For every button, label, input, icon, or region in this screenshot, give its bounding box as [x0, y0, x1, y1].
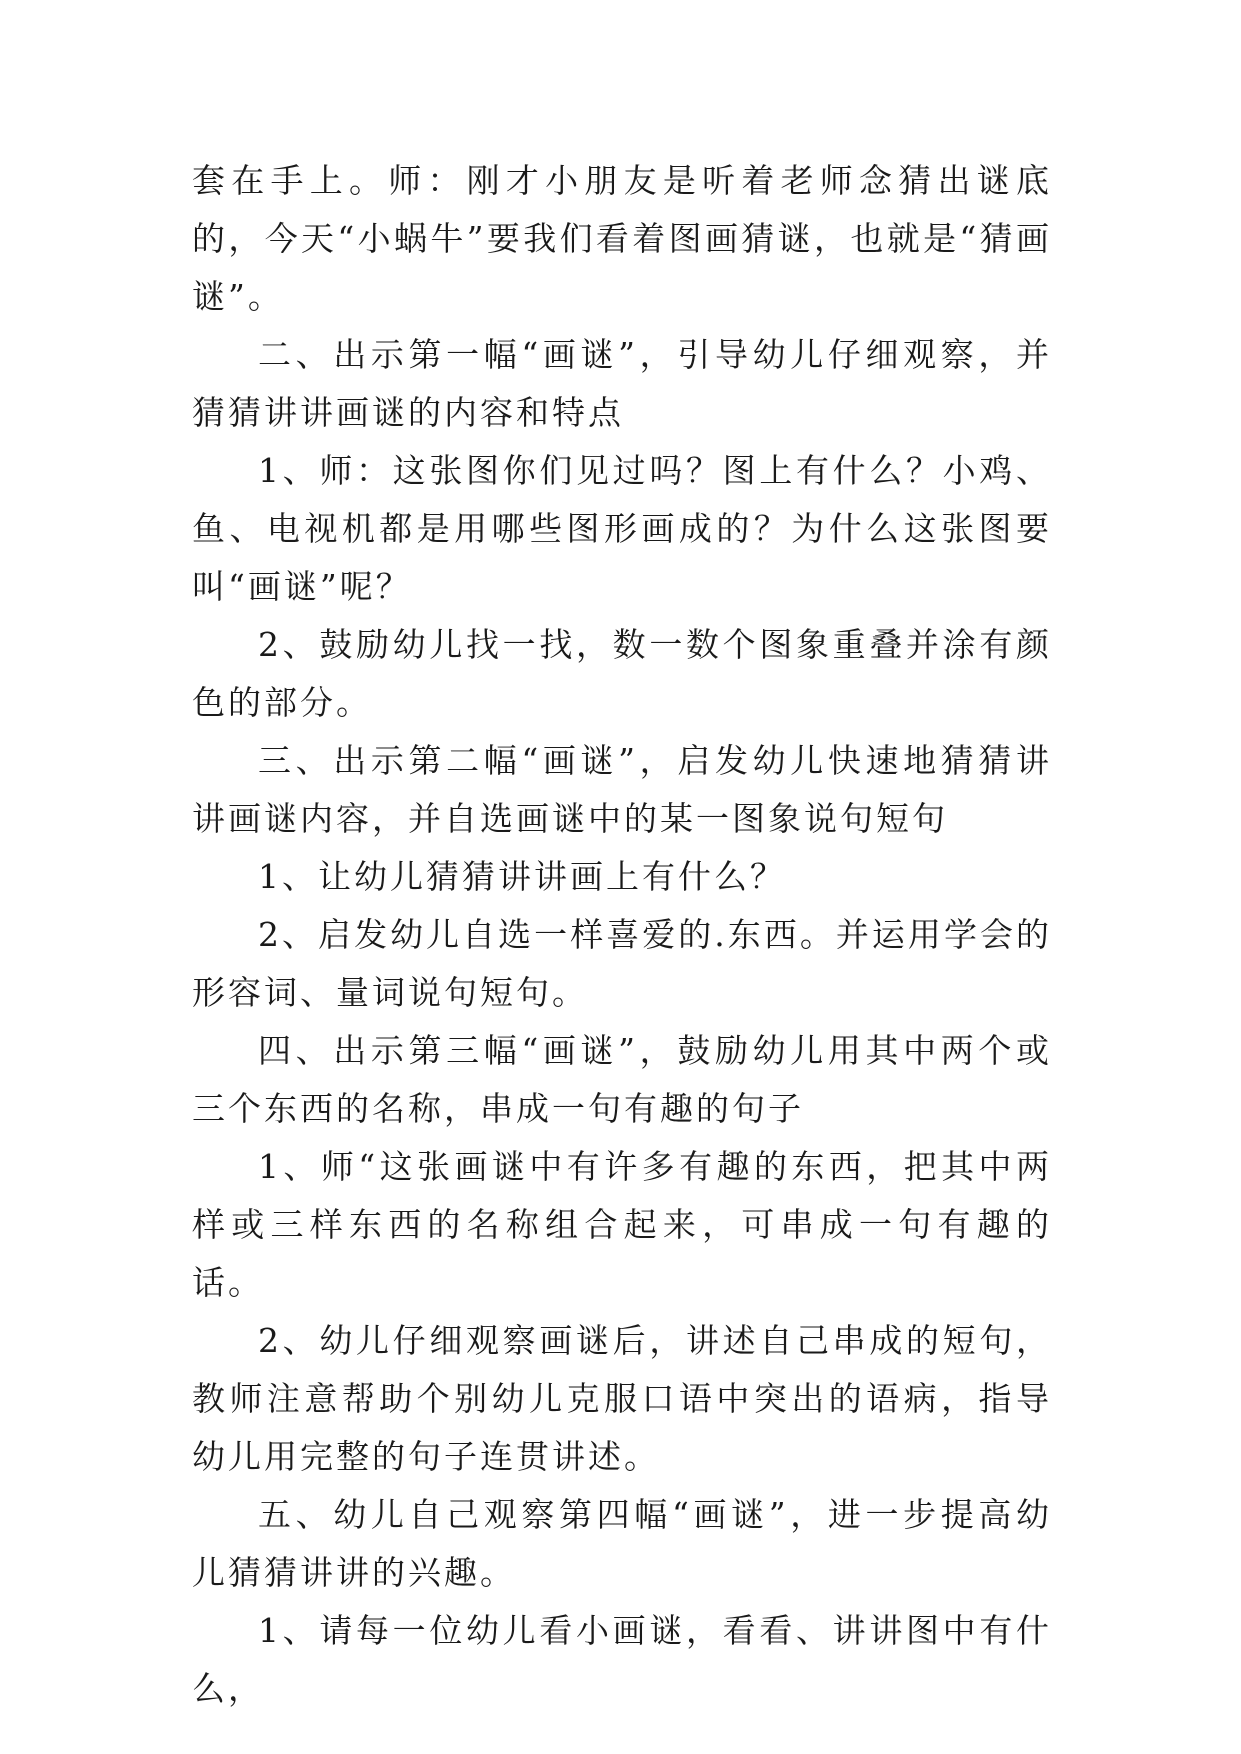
paragraph: 1、让幼儿猜猜讲讲画上有什么？ [258, 857, 786, 896]
paragraph: 套在手上。师：刚才小朋友是听着老师念猜出谜底的，今天“小蜗牛”要我们看着图画猜谜，也就是“猜画谜”。 [192, 161, 1052, 316]
paragraph: 二、出示第一幅“画谜”，引导幼儿仔细观察，并猜猜讲讲画谜的内容和特点 [192, 335, 1052, 432]
paragraph: 1、师：这张图你们见过吗？图上有什么？小鸡、鱼、电视机都是用哪些图形画成的？为什么这张图要叫“画谜”呢？ [192, 451, 1052, 606]
paragraph: 2、幼儿仔细观察画谜后，讲述自己串成的短句，教师注意帮助个别幼儿克服口语中突出的语病，指导幼儿用完整的句子连贯讲述。 [192, 1321, 1052, 1476]
paragraph: 1、请每一位幼儿看小画谜，看看、讲讲图中有什么， [192, 1611, 1052, 1708]
document-page [192, 152, 1052, 1718]
paragraph: 四、出示第三幅“画谜”，鼓励幼儿用其中两个或三个东西的名称，串成一句有趣的句子 [192, 1031, 1052, 1128]
paragraph: 2、启发幼儿自选一样喜爱的.东西。并运用学会的形容词、量词说句短句。 [192, 915, 1052, 1012]
paragraph: 三、出示第二幅“画谜”，启发幼儿快速地猜猜讲讲画谜内容，并自选画谜中的某一图象说句短句 [192, 741, 1052, 838]
paragraph: 2、鼓励幼儿找一找，数一数个图象重叠并涂有颜色的部分。 [192, 625, 1052, 722]
paragraph: 五、幼儿自己观察第四幅“画谜”，进一步提高幼儿猜猜讲讲的兴趣。 [192, 1495, 1052, 1592]
paragraph: 1、师“这张画谜中有许多有趣的东西，把其中两样或三样东西的名称组合起来，可串成一句有趣的话。 [192, 1147, 1052, 1302]
